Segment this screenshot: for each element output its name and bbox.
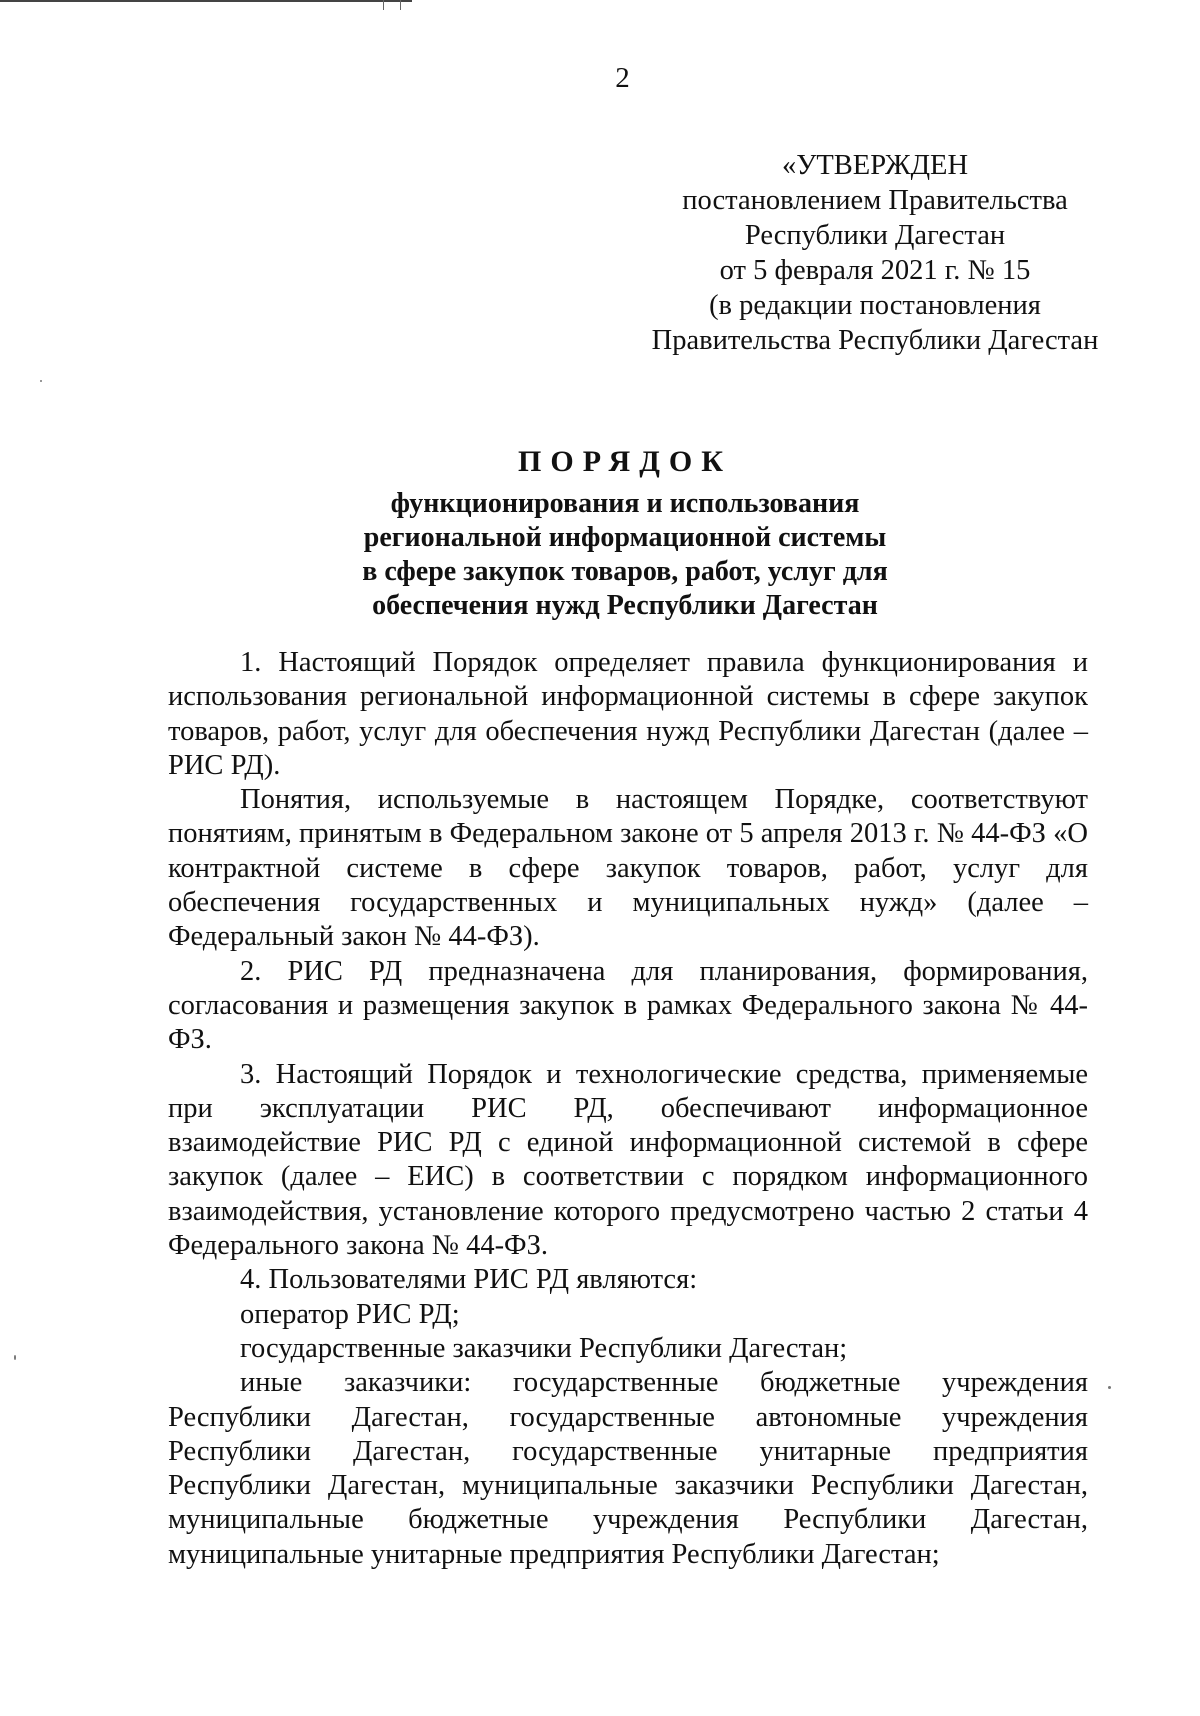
scan-speck — [40, 380, 42, 382]
scan-tick-mark — [400, 0, 401, 10]
paragraph: Понятия, используемые в настоящем Порядке, соответствуют понятиям, принятым в Федеральном законе от 5 апреля 2013 г. № 44-ФЗ «О контрактной системе в сфере закупок товаров, работ, услуг для обеспечения государственных и муниципальных нужд» (далее – Федеральный закон № 44-ФЗ). — [168, 784, 1088, 953]
scan-speck — [14, 1355, 16, 1360]
document-body — [168, 646, 1088, 1572]
title-subline: в сфере закупок товаров, работ, услуг для — [362, 556, 888, 587]
approval-line: постановлением Правительства — [682, 185, 1068, 216]
page-number: 2 — [615, 62, 630, 94]
document-title — [340, 445, 910, 623]
approval-line: от 5 февраля 2021 г. № 15 — [719, 255, 1031, 286]
title-subline: функционирования и использования — [390, 488, 860, 519]
scan-border-line — [0, 0, 412, 2]
title-subline: региональной информационной системы — [363, 522, 887, 553]
paragraph: иные заказчики: государственные бюджетные учреждения Республики Дагестан, государственные автономные учреждения Республики Дагестан, государственные унитарные предприятия Республики Дагестан, муниципальные заказчики Республики Дагестан, муниципальные бюджетные учреждения Республики Дагестан, муниципальные унитарные предприятия Республики Дагестан; — [168, 1367, 1088, 1570]
paragraph: 2. РИС РД предназначена для планирования, формирования, согласования и размещения закупок в рамках Федерального закона № 44-ФЗ. — [168, 955, 1088, 1056]
approval-line: (в редакции постановления — [709, 290, 1041, 321]
approval-line: «УТВЕРЖДЕН — [781, 150, 969, 181]
paragraph: 3. Настоящий Порядок и технологические средства, применяемые при эксплуатации РИС РД, обеспечивают информационное взаимодействие РИС РД с единой информационной системой в сфере закупок (далее – ЕИС) в соответствии с порядком информационного взаимодействия, установление которого предусмотрено частью 2 статьи 4 Федерального закона № 44-ФЗ. — [168, 1058, 1088, 1262]
title-subline: обеспечения нужд Республики Дагестан — [372, 590, 878, 621]
title-main: ПОРЯДОК — [518, 445, 732, 478]
paragraph: 4. Пользователями РИС РД являются: — [240, 1264, 698, 1296]
paragraph: оператор РИС РД; — [240, 1298, 460, 1330]
approval-block — [640, 148, 1110, 358]
approval-line: Республики Дагестан — [744, 220, 1006, 251]
scan-speck — [1108, 1386, 1111, 1389]
paragraph: государственные заказчики Республики Дагестан; — [240, 1332, 848, 1364]
approval-line: Правительства Республики Дагестан — [651, 325, 1099, 356]
paragraph: 1. Настоящий Порядок определяет правила функционирования и использования региональной информационной системы в сфере закупок товаров, работ, услуг для обеспечения нужд Республики Дагестан (далее – РИС РД). — [168, 647, 1088, 781]
scan-tick-mark — [383, 0, 384, 10]
